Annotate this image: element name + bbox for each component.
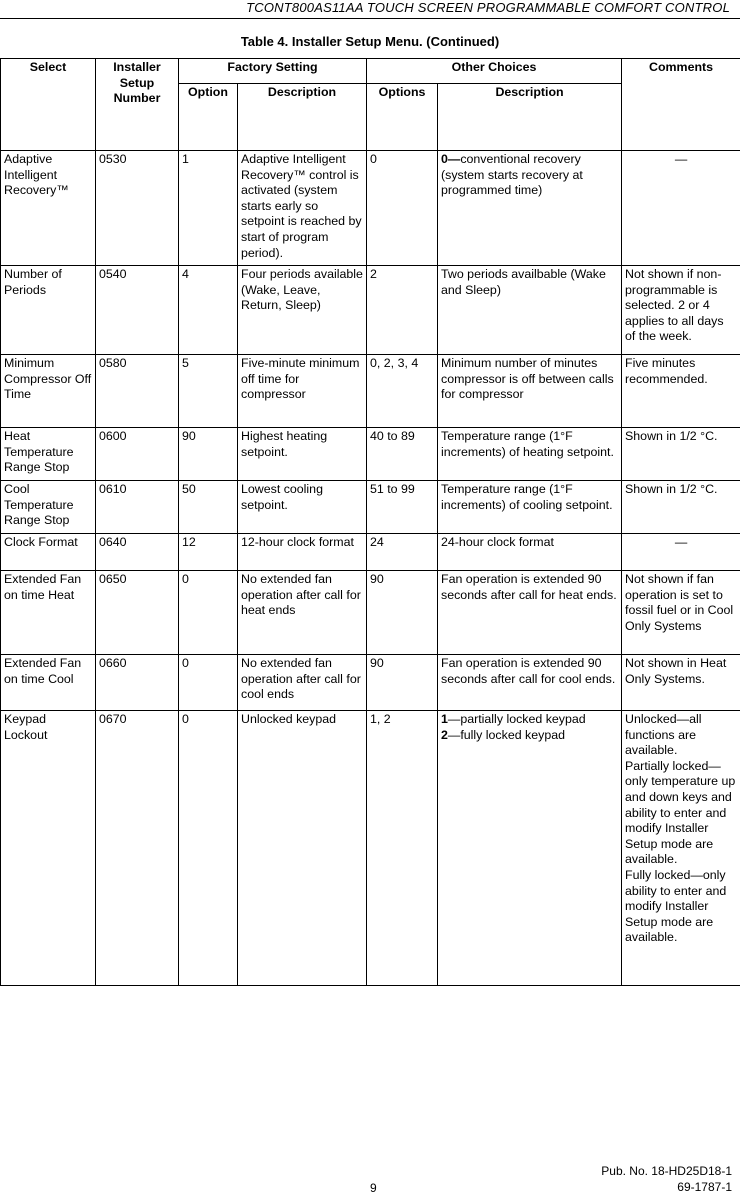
cell-other-description: 24-hour clock format xyxy=(438,534,622,571)
cell-options: 2 xyxy=(367,266,438,355)
comment-fully-locked: Fully locked—only ability to enter and modify Installer Setup mode are available. xyxy=(625,867,727,945)
cell-comments: — xyxy=(622,534,740,571)
cell-option: 1 xyxy=(179,151,238,266)
table-row xyxy=(1,428,740,481)
cell-other-description: Temperature range (1°F increments) of cooling setpoint. xyxy=(438,481,622,534)
table-row xyxy=(1,151,740,266)
cell-options: 24 xyxy=(367,534,438,571)
table-row xyxy=(1,711,740,986)
cell-comments: Not shown in Heat Only Systems. xyxy=(622,655,740,711)
cell-description: Five-minute minimum off time for compressor xyxy=(238,355,367,428)
header-factory-setting: Factory Setting xyxy=(179,59,367,84)
cell-comments: Shown in 1/2 °C. xyxy=(622,428,740,481)
cell-options: 90 xyxy=(367,655,438,711)
cell-description: Adaptive Intelligent Recovery™ control is activated (system starts early so setpoint is reached by start of program period). xyxy=(238,151,367,266)
cell-options: 51 to 99 xyxy=(367,481,438,534)
comment-partially-locked: Partially locked—only temperature up and down keys and ability to enter and modify Installer Setup mode are available. xyxy=(625,758,736,867)
cell-select: Number of Periods xyxy=(1,266,96,355)
cell-select: Keypad Lockout xyxy=(1,711,96,986)
cell-number: 0530 xyxy=(96,151,179,266)
cell-description: No extended fan operation after call for heat ends xyxy=(238,571,367,655)
table-row xyxy=(1,481,740,534)
cell-option: 90 xyxy=(179,428,238,481)
cell-other-description: Fan operation is extended 90 seconds after call for cool ends. xyxy=(438,655,622,711)
cell-options: 40 to 89 xyxy=(367,428,438,481)
header-comments: Comments xyxy=(622,59,740,151)
cell-other-description xyxy=(438,151,622,266)
cell-options: 90 xyxy=(367,571,438,655)
cell-number: 0540 xyxy=(96,266,179,355)
cell-comments: Not shown if fan operation is set to fossil fuel or in Cool Only Systems xyxy=(622,571,740,655)
header-rule xyxy=(0,18,740,19)
other-description-text: conventional recovery (system starts recovery at programmed time) xyxy=(441,152,583,198)
cell-number: 0660 xyxy=(96,655,179,711)
installer-setup-table xyxy=(0,58,740,986)
cell-options: 1, 2 xyxy=(367,711,438,986)
cell-number: 0670 xyxy=(96,711,179,986)
cell-description: No extended fan operation after call for cool ends xyxy=(238,655,367,711)
header-installer-setup-number: Installer Setup Number xyxy=(96,59,179,151)
bold-lead: 1 xyxy=(441,712,448,726)
cell-other-description: Fan operation is extended 90 seconds after call for heat ends. xyxy=(438,571,622,655)
cell-option: 4 xyxy=(179,266,238,355)
cell-options: 0 xyxy=(367,151,438,266)
cell-select: Clock Format xyxy=(1,534,96,571)
cell-option: 0 xyxy=(179,711,238,986)
cell-option: 12 xyxy=(179,534,238,571)
cell-comments: Shown in 1/2 °C. xyxy=(622,481,740,534)
cell-comments: Five minutes recommended. xyxy=(622,355,740,428)
cell-select: Extended Fan on time Heat xyxy=(1,571,96,655)
footer-pub-number: Pub. No. 18-HD25D18-1 xyxy=(601,1164,732,1178)
choice-text: —partially locked keypad xyxy=(447,712,586,726)
bold-lead: 2 xyxy=(441,727,448,742)
cell-other-description: Two periods availbable (Wake and Sleep) xyxy=(438,266,622,355)
table-title: Table 4. Installer Setup Menu. (Continued) xyxy=(240,34,500,49)
cell-select: Minimum Compressor Off Time xyxy=(1,355,96,428)
cell-number: 0600 xyxy=(96,428,179,481)
cell-option: 0 xyxy=(179,571,238,655)
cell-number: 0610 xyxy=(96,481,179,534)
cell-description: Highest heating setpoint. xyxy=(238,428,367,481)
footer-page-number: 9 xyxy=(370,1181,377,1195)
footer-doc-number: 69-1787-1 xyxy=(677,1180,732,1194)
cell-select: Cool Temperature Range Stop xyxy=(1,481,96,534)
cell-description: 12-hour clock format xyxy=(238,534,367,571)
cell-comments xyxy=(622,711,740,986)
table-row xyxy=(1,355,740,428)
table-row xyxy=(1,571,740,655)
choice-line-2 xyxy=(441,728,618,744)
cell-comments: Not shown if non-programmable is selected. 2 or 4 applies to all days of the week. xyxy=(622,266,740,355)
header-option: Option xyxy=(179,84,238,151)
header-other-choices: Other Choices xyxy=(367,59,622,84)
cell-select: Extended Fan on time Cool xyxy=(1,655,96,711)
choice-line-1 xyxy=(441,712,618,728)
header-select: Select xyxy=(1,59,96,151)
cell-select: Adaptive Intelligent Recovery™ xyxy=(1,151,96,266)
table-row xyxy=(1,266,740,355)
cell-description: Lowest cooling setpoint. xyxy=(238,481,367,534)
header-options: Options xyxy=(367,84,438,151)
cell-other-description xyxy=(438,711,622,986)
cell-comments: — xyxy=(622,151,740,266)
cell-number: 0640 xyxy=(96,534,179,571)
header-description: Description xyxy=(238,84,367,151)
page-header-title: TCONT800AS11AA TOUCH SCREEN PROGRAMMABLE COMFORT CONTROL xyxy=(246,0,730,15)
cell-option: 0 xyxy=(179,655,238,711)
choice-text: —fully locked keypad xyxy=(447,727,566,742)
comment-unlocked: Unlocked—all functions are available. xyxy=(625,712,702,758)
table-row xyxy=(1,534,740,571)
cell-number: 0650 xyxy=(96,571,179,655)
table-row xyxy=(1,655,740,711)
cell-description: Unlocked keypad xyxy=(238,711,367,986)
header-other-description: Description xyxy=(438,84,622,151)
cell-select: Heat Temperature Range Stop xyxy=(1,428,96,481)
cell-options: 0, 2, 3, 4 xyxy=(367,355,438,428)
cell-option: 5 xyxy=(179,355,238,428)
cell-other-description: Temperature range (1°F increments) of heating setpoint. xyxy=(438,428,622,481)
bold-lead: 0— xyxy=(441,152,461,166)
cell-number: 0580 xyxy=(96,355,179,428)
cell-other-description: Minimum number of minutes compressor is off between calls for compressor xyxy=(438,355,622,428)
footer-publication xyxy=(601,1163,732,1195)
cell-option: 50 xyxy=(179,481,238,534)
cell-description: Four periods available (Wake, Leave, Return, Sleep) xyxy=(238,266,367,355)
